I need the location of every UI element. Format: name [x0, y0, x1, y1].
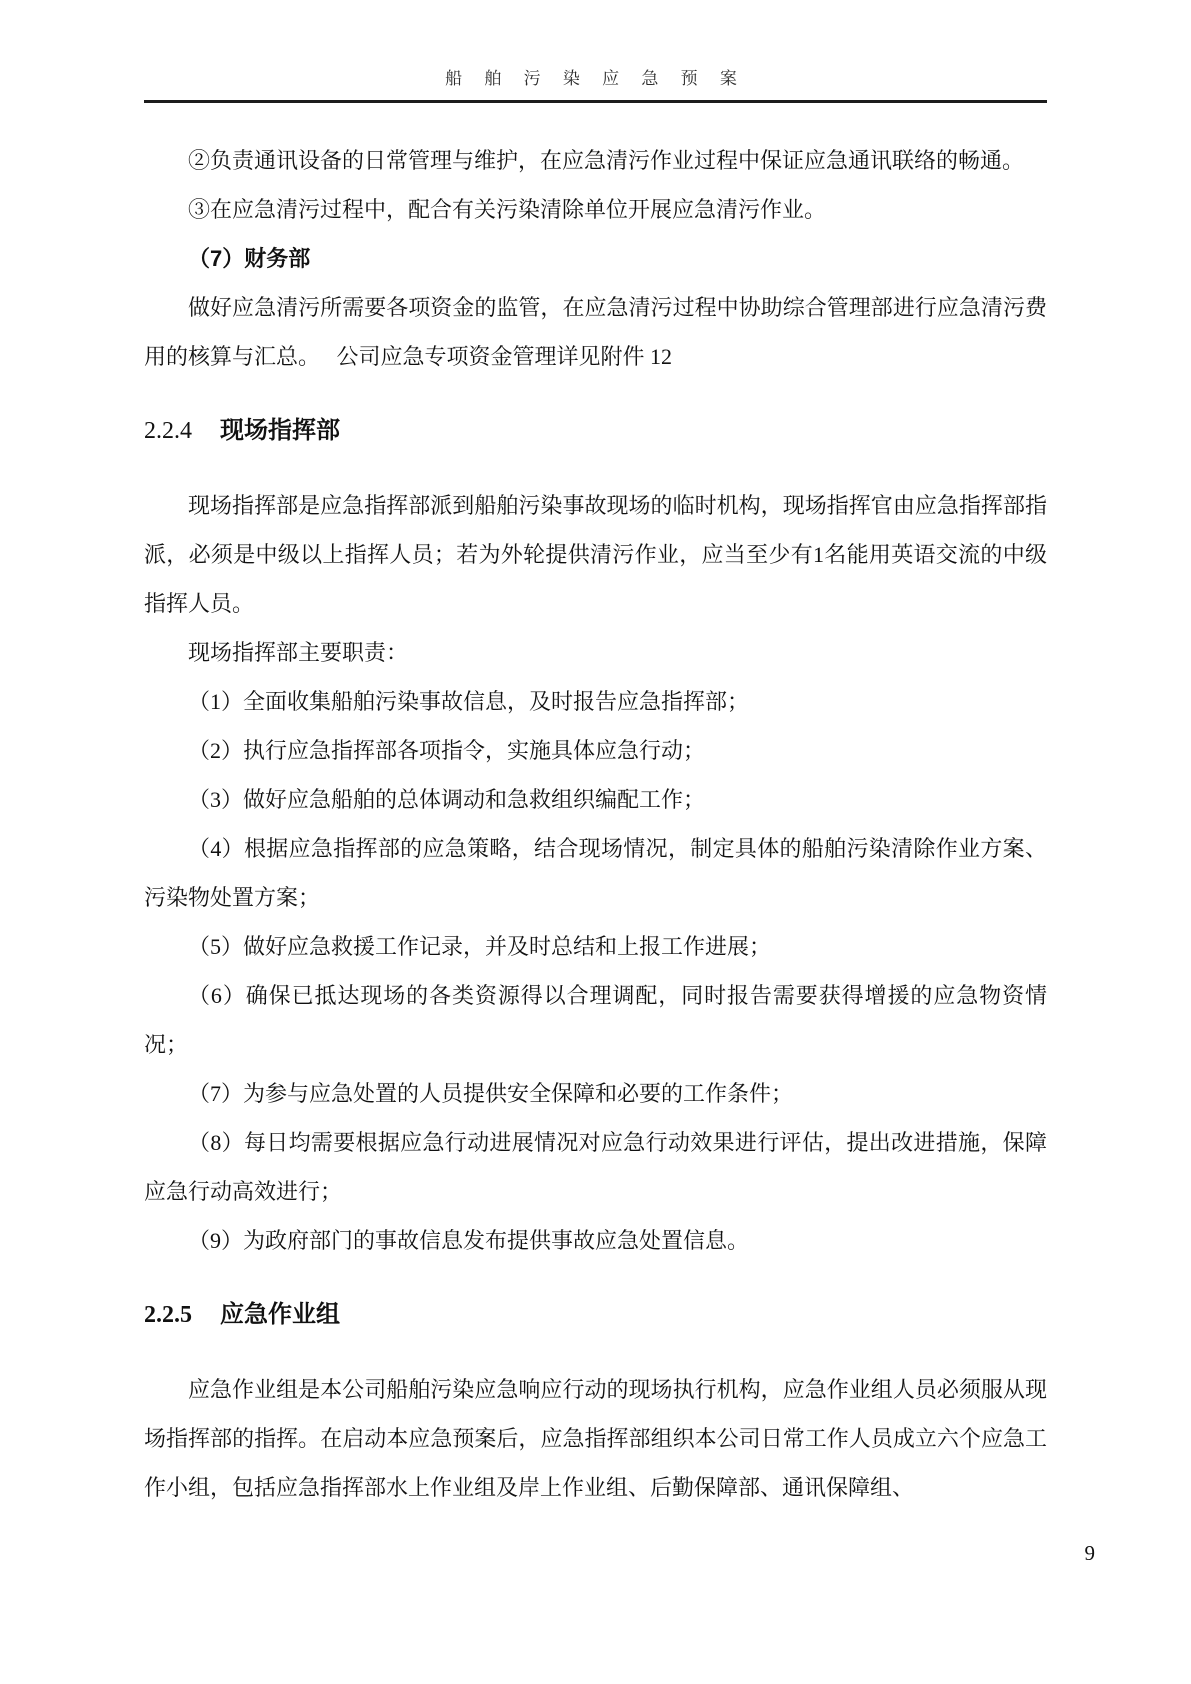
page-number: 9: [1084, 1541, 1095, 1565]
section-title: 现场指挥部: [220, 417, 340, 444]
paragraph-onsite-command-intro: 现场指挥部是应急指挥部派到船舶污染事故现场的临时机构，现场指挥官由应急指挥部指派，必须是中级以上指挥人员；若为外轮提供清污作业，应当至少有1名能用英语交流的中级指挥人员。: [144, 493, 1047, 616]
paragraph-comm-duty-3: ③在应急清污过程中，配合有关污染清除单位开展应急清污作业。: [188, 197, 827, 222]
section-heading-2-2-4: [144, 405, 1047, 457]
list-item-duty-2: （2）执行应急指挥部各项指令，实施具体应急行动；: [188, 738, 706, 763]
section-number: 2.2.5: [144, 1302, 192, 1328]
heading-finance-dept: （7）财务部: [188, 246, 311, 271]
list-item-duty-8: （8）每日均需要根据应急行动进展情况对应急行动效果进行评估，提出改进措施，保障应急行动高效进行；: [144, 1130, 1047, 1204]
paragraph-duties-label: 现场指挥部主要职责：: [188, 640, 409, 665]
section-heading-2-2-5: [144, 1289, 1047, 1341]
list-item-duty-5: （5）做好应急救援工作记录，并及时总结和上报工作进展；: [188, 934, 772, 959]
header-title: 船 舶 污 染 应 急 预 案: [445, 69, 746, 88]
list-item-duty-4: （4）根据应急指挥部的应急策略，结合现场情况，制定具体的船舶污染清除作业方案、污染物处置方案；: [144, 836, 1047, 910]
paragraph-finance-dept: 做好应急清污所需要各项资金的监管，在应急清污过程中协助综合管理部进行应急清污费用的核算与汇总。 公司应急专项资金管理详见附件 12: [144, 295, 1047, 369]
list-item-duty-1: （1）全面收集船舶污染事故信息，及时报告应急指挥部；: [188, 689, 750, 714]
list-item-duty-7: （7）为参与应急处置的人员提供安全保障和必要的工作条件；: [188, 1081, 794, 1106]
paragraph-comm-duty-2: ②负责通讯设备的日常管理与维护，在应急清污作业过程中保证应急通讯联络的畅通。: [188, 148, 1025, 173]
paragraph-emergency-team-intro: 应急作业组是本公司船舶污染应急响应行动的现场执行机构，应急作业组人员必须服从现场指挥部的指挥。在启动本应急预案后，应急指挥部组织本公司日常工作人员成立六个应急工作小组，包括应急指挥部水上作业组及岸上作业组、后勤保障部、通讯保障组、: [144, 1377, 1047, 1500]
section-title: 应急作业组: [220, 1301, 340, 1328]
section-number: 2.2.4: [144, 418, 192, 444]
list-item-duty-9: （9）为政府部门的事故信息发布提供事故应急处置信息。: [188, 1228, 750, 1253]
list-item-duty-3: （3）做好应急船舶的总体调动和急救组织编配工作；: [188, 787, 706, 812]
page-header: [144, 64, 1047, 103]
list-item-duty-6: （6）确保已抵达现场的各类资源得以合理调配，同时报告需要获得增援的应急物资情况；: [144, 983, 1047, 1057]
document-body: [144, 136, 1047, 1512]
